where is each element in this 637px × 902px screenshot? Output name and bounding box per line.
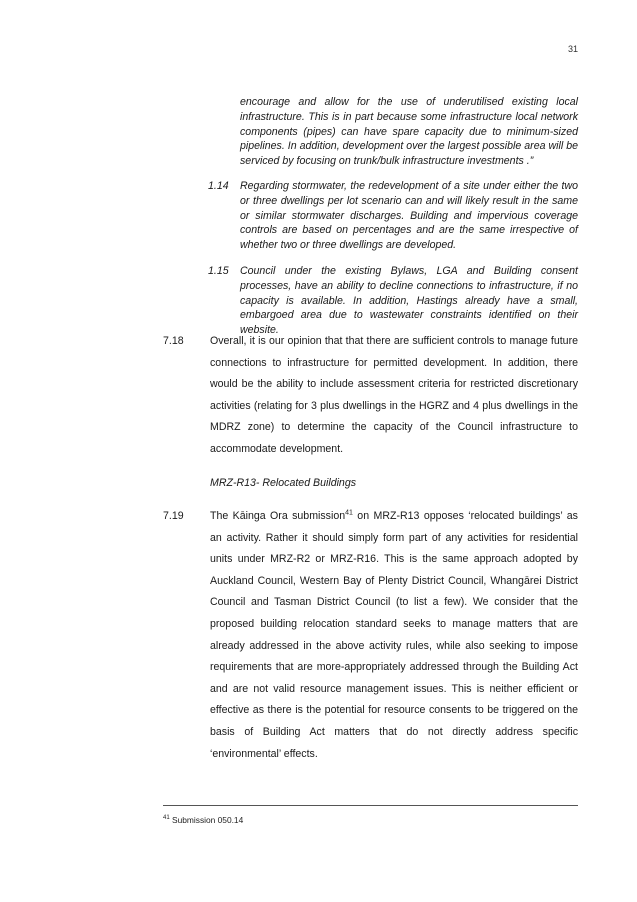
sub-item-number: 1.15: [208, 265, 229, 277]
paragraph-number: 7.19: [163, 510, 184, 522]
paragraph-number: 7.18: [163, 335, 184, 347]
sub-item-number: 1.14: [208, 180, 229, 192]
text-before-ref: The Kāinga Ora submission: [210, 510, 346, 522]
sub-item-1-14: [208, 179, 578, 253]
paragraph-text: Overall, it is our opinion that that there are sufficient controls to manage future connections to infrastructure for permitted development. In addition, there would be the ability to include assessment criteria for restricted discretionary activities (relating for 3 plus dwellings in the HGRZ and 4 plus dwellings in the MDRZ zone) to determine the capacity of the Council infrastructure to accommodate development.: [210, 335, 578, 455]
footnote-reference[interactable]: 41: [345, 509, 353, 517]
footnote-number: 41: [163, 815, 170, 822]
paragraph-7-19: [163, 506, 578, 765]
paragraph-text: [210, 506, 578, 765]
page-number: 31: [567, 44, 578, 54]
footnote: [163, 815, 243, 825]
section-heading: MRZ-R13- Relocated Buildings: [210, 477, 357, 489]
footnote-text: Submission 050.14: [169, 815, 244, 825]
sub-item-text: Regarding stormwater, the redevelopment of a site under either the two or three dwellings per lot scenario can and will likely result in the same or similar stormwater discharges. Building and impervious coverage controls are based on percentages and are the same irrespective of whether two or three dwellings are developed.: [240, 180, 578, 252]
footnote-divider: [163, 805, 578, 806]
sub-item-text: Council under the existing Bylaws, LGA and Building consent processes, have an ability to decline connections to infrastructure, if no capacity is available. In addition, Hastings already have a small, embargoed area due to wastewater constraints identified on their website.: [240, 265, 578, 337]
quote-continuation: [240, 95, 578, 169]
paragraph-7-18: [163, 331, 578, 461]
sub-item-1-15: [208, 264, 578, 338]
quote-text: encourage and allow for the use of underutilised existing local infrastructure. This is in part because some infrastructure local network components (pipes) can have spare capacity due to minimum-sized pipelines. In addition, development over the largest possible area will be serviced by focusing on trunk/bulk infrastructure investments .”: [240, 96, 578, 168]
text-after-ref: on MRZ-R13 opposes ‘relocated buildings’ as an activity. Rather it should simply form part of any activities for residential units under MRZ-R2 or MRZ-R16. This is the same approach adopted by Auckland Council, Western Bay of Plenty District Council, Whangārei District Council and Tasman District Council (to list a few). We consider that the proposed building relocation standard seeks to manage matters that are already addressed in the above activity rules, while also seeking to impose requirements that are more-appropriately addressed through the Building Act and are not valid resource management issues. This is neither efficient or effective as there is the potential for resource consents to be triggered on the basis of Building Act matters that do not directly address specific ‘environmental’ effects.: [210, 510, 578, 760]
